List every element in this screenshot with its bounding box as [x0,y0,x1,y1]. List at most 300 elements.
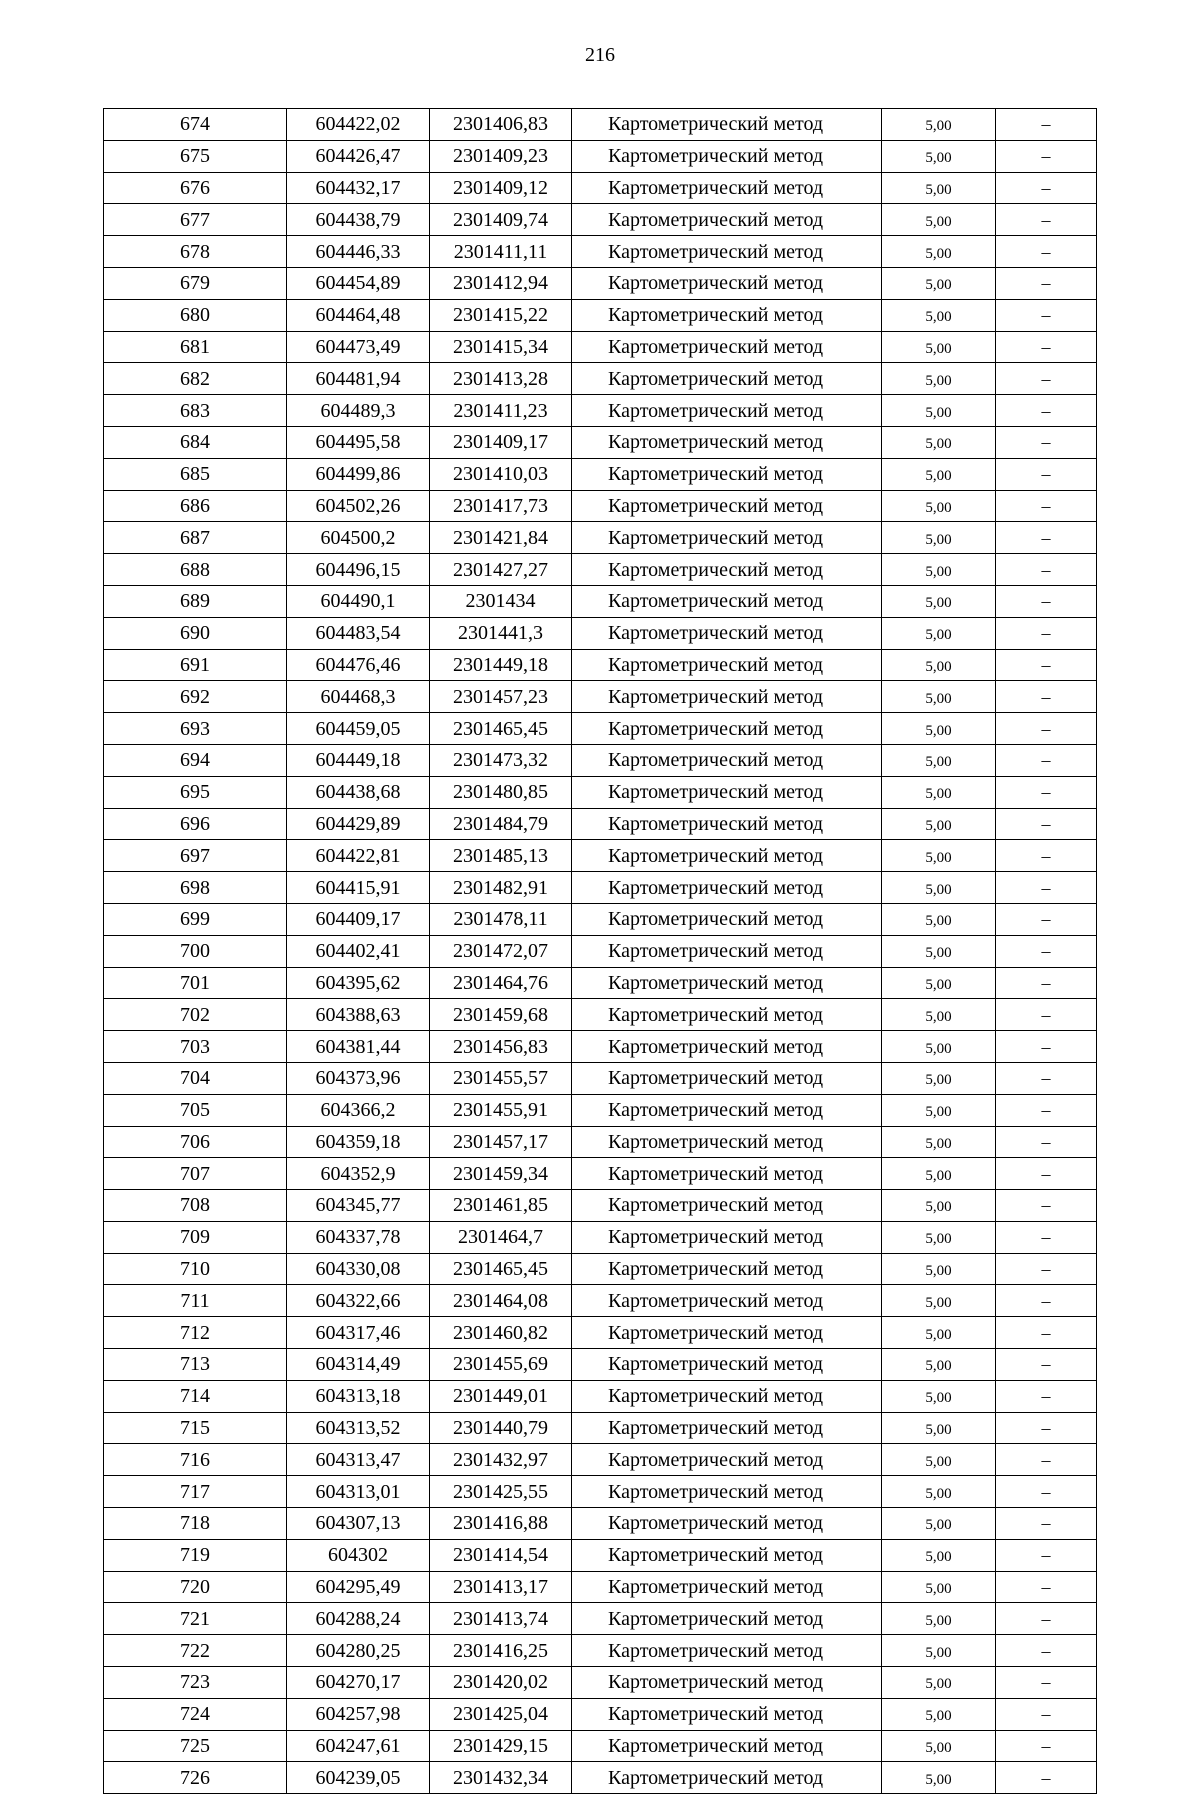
method-cell: Картометрический метод [572,1094,882,1126]
point-number-cell: 721 [104,1603,287,1635]
note-cell: – [996,490,1097,522]
y-coordinate-cell: 2301432,97 [430,1444,572,1476]
table-row [104,1253,1097,1285]
table-row [104,744,1097,776]
note-cell: – [996,1412,1097,1444]
accuracy-cell: 5,00 [882,1412,996,1444]
note-cell: – [996,872,1097,904]
x-coordinate-cell: 604395,62 [287,967,430,999]
table-row [104,649,1097,681]
y-coordinate-cell: 2301411,23 [430,395,572,427]
method-cell: Картометрический метод [572,299,882,331]
accuracy-cell: 5,00 [882,1190,996,1222]
note-cell: – [996,1126,1097,1158]
y-coordinate-cell: 2301409,17 [430,426,572,458]
y-coordinate-cell: 2301472,07 [430,935,572,967]
method-cell: Картометрический метод [572,395,882,427]
table-row [104,681,1097,713]
method-cell: Картометрический метод [572,172,882,204]
method-cell: Картометрический метод [572,140,882,172]
x-coordinate-cell: 604314,49 [287,1349,430,1381]
table-row [104,1158,1097,1190]
table-row [104,1730,1097,1762]
table-row [104,109,1097,141]
note-cell: – [996,426,1097,458]
table-row [104,1762,1097,1794]
accuracy-cell: 5,00 [882,1094,996,1126]
point-number-cell: 704 [104,1062,287,1094]
accuracy-cell: 5,00 [882,903,996,935]
table-row [104,1062,1097,1094]
note-cell: – [996,1730,1097,1762]
accuracy-cell: 5,00 [882,999,996,1031]
y-coordinate-cell: 2301473,32 [430,744,572,776]
table-row [104,1508,1097,1540]
x-coordinate-cell: 604257,98 [287,1698,430,1730]
accuracy-cell: 5,00 [882,363,996,395]
note-cell: – [996,1444,1097,1476]
method-cell: Картометрический метод [572,617,882,649]
y-coordinate-cell: 2301455,69 [430,1349,572,1381]
point-number-cell: 699 [104,903,287,935]
point-number-cell: 693 [104,713,287,745]
y-coordinate-cell: 2301413,28 [430,363,572,395]
accuracy-cell: 5,00 [882,1603,996,1635]
table-row [104,1444,1097,1476]
table-row [104,1603,1097,1635]
point-number-cell: 679 [104,267,287,299]
table-row [104,140,1097,172]
x-coordinate-cell: 604495,58 [287,426,430,458]
note-cell: – [996,1698,1097,1730]
point-number-cell: 709 [104,1221,287,1253]
x-coordinate-cell: 604449,18 [287,744,430,776]
accuracy-cell: 5,00 [882,1762,996,1794]
accuracy-cell: 5,00 [882,554,996,586]
y-coordinate-cell: 2301409,23 [430,140,572,172]
method-cell: Картометрический метод [572,1412,882,1444]
note-cell: – [996,840,1097,872]
table-row [104,1412,1097,1444]
point-number-cell: 685 [104,458,287,490]
accuracy-cell: 5,00 [882,1476,996,1508]
accuracy-cell: 5,00 [882,967,996,999]
note-cell: – [996,903,1097,935]
accuracy-cell: 5,00 [882,713,996,745]
method-cell: Картометрический метод [572,1539,882,1571]
note-cell: – [996,204,1097,236]
accuracy-cell: 5,00 [882,204,996,236]
table-row [104,267,1097,299]
accuracy-cell: 5,00 [882,1349,996,1381]
y-coordinate-cell: 2301432,34 [430,1762,572,1794]
method-cell: Картометрический метод [572,1571,882,1603]
point-number-cell: 707 [104,1158,287,1190]
note-cell: – [996,395,1097,427]
x-coordinate-cell: 604239,05 [287,1762,430,1794]
note-cell: – [996,1349,1097,1381]
x-coordinate-cell: 604388,63 [287,999,430,1031]
x-coordinate-cell: 604459,05 [287,713,430,745]
point-number-cell: 677 [104,204,287,236]
y-coordinate-cell: 2301485,13 [430,840,572,872]
note-cell: – [996,299,1097,331]
x-coordinate-cell: 604489,3 [287,395,430,427]
accuracy-cell: 5,00 [882,109,996,141]
x-coordinate-cell: 604366,2 [287,1094,430,1126]
note-cell: – [996,681,1097,713]
method-cell: Картометрический метод [572,490,882,522]
method-cell: Картометрический метод [572,1444,882,1476]
table-row [104,236,1097,268]
accuracy-cell: 5,00 [882,1285,996,1317]
method-cell: Картометрический метод [572,872,882,904]
point-number-cell: 714 [104,1380,287,1412]
x-coordinate-cell: 604330,08 [287,1253,430,1285]
y-coordinate-cell: 2301415,22 [430,299,572,331]
accuracy-cell: 5,00 [882,299,996,331]
point-number-cell: 698 [104,872,287,904]
y-coordinate-cell: 2301421,84 [430,522,572,554]
method-cell: Картометрический метод [572,713,882,745]
point-number-cell: 681 [104,331,287,363]
note-cell: – [996,1476,1097,1508]
x-coordinate-cell: 604464,48 [287,299,430,331]
coordinates-table [103,108,1097,1794]
x-coordinate-cell: 604288,24 [287,1603,430,1635]
method-cell: Картометрический метод [572,1253,882,1285]
method-cell: Картометрический метод [572,1190,882,1222]
table-row [104,1667,1097,1699]
point-number-cell: 700 [104,935,287,967]
point-number-cell: 723 [104,1667,287,1699]
point-number-cell: 678 [104,236,287,268]
x-coordinate-cell: 604438,79 [287,204,430,236]
accuracy-cell: 5,00 [882,617,996,649]
note-cell: – [996,1539,1097,1571]
method-cell: Картометрический метод [572,1349,882,1381]
note-cell: – [996,140,1097,172]
accuracy-cell: 5,00 [882,1126,996,1158]
note-cell: – [996,1762,1097,1794]
method-cell: Картометрический метод [572,267,882,299]
point-number-cell: 701 [104,967,287,999]
method-cell: Картометрический метод [572,1221,882,1253]
table-row [104,1094,1097,1126]
point-number-cell: 684 [104,426,287,458]
x-coordinate-cell: 604409,17 [287,903,430,935]
accuracy-cell: 5,00 [882,585,996,617]
note-cell: – [996,1317,1097,1349]
point-number-cell: 724 [104,1698,287,1730]
point-number-cell: 716 [104,1444,287,1476]
point-number-cell: 708 [104,1190,287,1222]
point-number-cell: 686 [104,490,287,522]
note-cell: – [996,1062,1097,1094]
note-cell: – [996,1667,1097,1699]
note-cell: – [996,1221,1097,1253]
y-coordinate-cell: 2301461,85 [430,1190,572,1222]
note-cell: – [996,1285,1097,1317]
accuracy-cell: 5,00 [882,808,996,840]
y-coordinate-cell: 2301459,68 [430,999,572,1031]
table-row [104,1380,1097,1412]
method-cell: Картометрический метод [572,1508,882,1540]
note-cell: – [996,236,1097,268]
method-cell: Картометрический метод [572,522,882,554]
note-cell: – [996,649,1097,681]
point-number-cell: 676 [104,172,287,204]
table-row [104,776,1097,808]
x-coordinate-cell: 604313,47 [287,1444,430,1476]
table-row [104,1126,1097,1158]
note-cell: – [996,999,1097,1031]
x-coordinate-cell: 604381,44 [287,1031,430,1063]
point-number-cell: 674 [104,109,287,141]
y-coordinate-cell: 2301411,11 [430,236,572,268]
note-cell: – [996,331,1097,363]
x-coordinate-cell: 604446,33 [287,236,430,268]
y-coordinate-cell: 2301417,73 [430,490,572,522]
note-cell: – [996,1031,1097,1063]
x-coordinate-cell: 604473,49 [287,331,430,363]
x-coordinate-cell: 604468,3 [287,681,430,713]
method-cell: Картометрический метод [572,426,882,458]
x-coordinate-cell: 604454,89 [287,267,430,299]
accuracy-cell: 5,00 [882,840,996,872]
accuracy-cell: 5,00 [882,1635,996,1667]
method-cell: Картометрический метод [572,1603,882,1635]
y-coordinate-cell: 2301413,17 [430,1571,572,1603]
y-coordinate-cell: 2301465,45 [430,713,572,745]
point-number-cell: 683 [104,395,287,427]
table-row [104,1221,1097,1253]
x-coordinate-cell: 604422,81 [287,840,430,872]
method-cell: Картометрический метод [572,1762,882,1794]
point-number-cell: 695 [104,776,287,808]
note-cell: – [996,458,1097,490]
note-cell: – [996,363,1097,395]
method-cell: Картометрический метод [572,1062,882,1094]
method-cell: Картометрический метод [572,236,882,268]
point-number-cell: 697 [104,840,287,872]
method-cell: Картометрический метод [572,331,882,363]
point-number-cell: 680 [104,299,287,331]
table-row [104,967,1097,999]
table-row [104,363,1097,395]
method-cell: Картометрический метод [572,808,882,840]
accuracy-cell: 5,00 [882,872,996,904]
method-cell: Картометрический метод [572,458,882,490]
note-cell: – [996,1253,1097,1285]
accuracy-cell: 5,00 [882,1031,996,1063]
method-cell: Картометрический метод [572,1126,882,1158]
method-cell: Картометрический метод [572,744,882,776]
x-coordinate-cell: 604502,26 [287,490,430,522]
table-row [104,426,1097,458]
x-coordinate-cell: 604337,78 [287,1221,430,1253]
accuracy-cell: 5,00 [882,1571,996,1603]
y-coordinate-cell: 2301434 [430,585,572,617]
note-cell: – [996,776,1097,808]
y-coordinate-cell: 2301478,11 [430,903,572,935]
y-coordinate-cell: 2301482,91 [430,872,572,904]
note-cell: – [996,1635,1097,1667]
method-cell: Картометрический метод [572,1158,882,1190]
x-coordinate-cell: 604373,96 [287,1062,430,1094]
point-number-cell: 694 [104,744,287,776]
note-cell: – [996,1094,1097,1126]
method-cell: Картометрический метод [572,999,882,1031]
note-cell: – [996,1158,1097,1190]
x-coordinate-cell: 604307,13 [287,1508,430,1540]
point-number-cell: 710 [104,1253,287,1285]
point-number-cell: 689 [104,585,287,617]
y-coordinate-cell: 2301441,3 [430,617,572,649]
note-cell: – [996,1380,1097,1412]
x-coordinate-cell: 604352,9 [287,1158,430,1190]
x-coordinate-cell: 604280,25 [287,1635,430,1667]
point-number-cell: 718 [104,1508,287,1540]
y-coordinate-cell: 2301425,04 [430,1698,572,1730]
accuracy-cell: 5,00 [882,1317,996,1349]
accuracy-cell: 5,00 [882,1730,996,1762]
y-coordinate-cell: 2301412,94 [430,267,572,299]
table-row [104,872,1097,904]
x-coordinate-cell: 604490,1 [287,585,430,617]
y-coordinate-cell: 2301484,79 [430,808,572,840]
table-row [104,1285,1097,1317]
table-row [104,522,1097,554]
point-number-cell: 702 [104,999,287,1031]
method-cell: Картометрический метод [572,109,882,141]
coordinates-table-body [104,109,1097,1794]
x-coordinate-cell: 604322,66 [287,1285,430,1317]
x-coordinate-cell: 604270,17 [287,1667,430,1699]
y-coordinate-cell: 2301416,88 [430,1508,572,1540]
point-number-cell: 691 [104,649,287,681]
note-cell: – [996,522,1097,554]
table-row [104,1031,1097,1063]
table-row [104,840,1097,872]
y-coordinate-cell: 2301406,83 [430,109,572,141]
point-number-cell: 725 [104,1730,287,1762]
accuracy-cell: 5,00 [882,1380,996,1412]
y-coordinate-cell: 2301415,34 [430,331,572,363]
accuracy-cell: 5,00 [882,1253,996,1285]
table-row [104,554,1097,586]
accuracy-cell: 5,00 [882,1221,996,1253]
table-row [104,1349,1097,1381]
method-cell: Картометрический метод [572,649,882,681]
x-coordinate-cell: 604429,89 [287,808,430,840]
table-row [104,1190,1097,1222]
point-number-cell: 712 [104,1317,287,1349]
y-coordinate-cell: 2301413,74 [430,1603,572,1635]
accuracy-cell: 5,00 [882,236,996,268]
note-cell: – [996,1508,1097,1540]
y-coordinate-cell: 2301460,82 [430,1317,572,1349]
point-number-cell: 713 [104,1349,287,1381]
table-row [104,617,1097,649]
y-coordinate-cell: 2301456,83 [430,1031,572,1063]
method-cell: Картометрический метод [572,1317,882,1349]
x-coordinate-cell: 604302 [287,1539,430,1571]
y-coordinate-cell: 2301420,02 [430,1667,572,1699]
y-coordinate-cell: 2301429,15 [430,1730,572,1762]
y-coordinate-cell: 2301440,79 [430,1412,572,1444]
x-coordinate-cell: 604426,47 [287,140,430,172]
x-coordinate-cell: 604481,94 [287,363,430,395]
y-coordinate-cell: 2301409,12 [430,172,572,204]
x-coordinate-cell: 604422,02 [287,109,430,141]
method-cell: Картометрический метод [572,1730,882,1762]
method-cell: Картометрический метод [572,204,882,236]
point-number-cell: 711 [104,1285,287,1317]
y-coordinate-cell: 2301409,74 [430,204,572,236]
y-coordinate-cell: 2301427,27 [430,554,572,586]
point-number-cell: 675 [104,140,287,172]
table-row [104,713,1097,745]
accuracy-cell: 5,00 [882,649,996,681]
method-cell: Картометрический метод [572,840,882,872]
accuracy-cell: 5,00 [882,1158,996,1190]
accuracy-cell: 5,00 [882,522,996,554]
method-cell: Картометрический метод [572,585,882,617]
table-row [104,204,1097,236]
method-cell: Картометрический метод [572,1031,882,1063]
point-number-cell: 715 [104,1412,287,1444]
table-row [104,1571,1097,1603]
note-cell: – [996,109,1097,141]
accuracy-cell: 5,00 [882,331,996,363]
x-coordinate-cell: 604359,18 [287,1126,430,1158]
method-cell: Картометрический метод [572,1285,882,1317]
y-coordinate-cell: 2301455,91 [430,1094,572,1126]
table-row [104,808,1097,840]
method-cell: Картометрический метод [572,776,882,808]
accuracy-cell: 5,00 [882,395,996,427]
point-number-cell: 705 [104,1094,287,1126]
method-cell: Картометрический метод [572,1667,882,1699]
note-cell: – [996,808,1097,840]
note-cell: – [996,617,1097,649]
accuracy-cell: 5,00 [882,1698,996,1730]
accuracy-cell: 5,00 [882,172,996,204]
y-coordinate-cell: 2301455,57 [430,1062,572,1094]
x-coordinate-cell: 604476,46 [287,649,430,681]
x-coordinate-cell: 604402,41 [287,935,430,967]
x-coordinate-cell: 604415,91 [287,872,430,904]
accuracy-cell: 5,00 [882,1508,996,1540]
accuracy-cell: 5,00 [882,267,996,299]
point-number-cell: 726 [104,1762,287,1794]
method-cell: Картометрический метод [572,1476,882,1508]
y-coordinate-cell: 2301464,76 [430,967,572,999]
y-coordinate-cell: 2301464,08 [430,1285,572,1317]
table-row [104,1476,1097,1508]
x-coordinate-cell: 604317,46 [287,1317,430,1349]
x-coordinate-cell: 604483,54 [287,617,430,649]
point-number-cell: 720 [104,1571,287,1603]
y-coordinate-cell: 2301416,25 [430,1635,572,1667]
x-coordinate-cell: 604295,49 [287,1571,430,1603]
table-row [104,1539,1097,1571]
point-number-cell: 688 [104,554,287,586]
y-coordinate-cell: 2301414,54 [430,1539,572,1571]
note-cell: – [996,1603,1097,1635]
method-cell: Картометрический метод [572,1380,882,1412]
